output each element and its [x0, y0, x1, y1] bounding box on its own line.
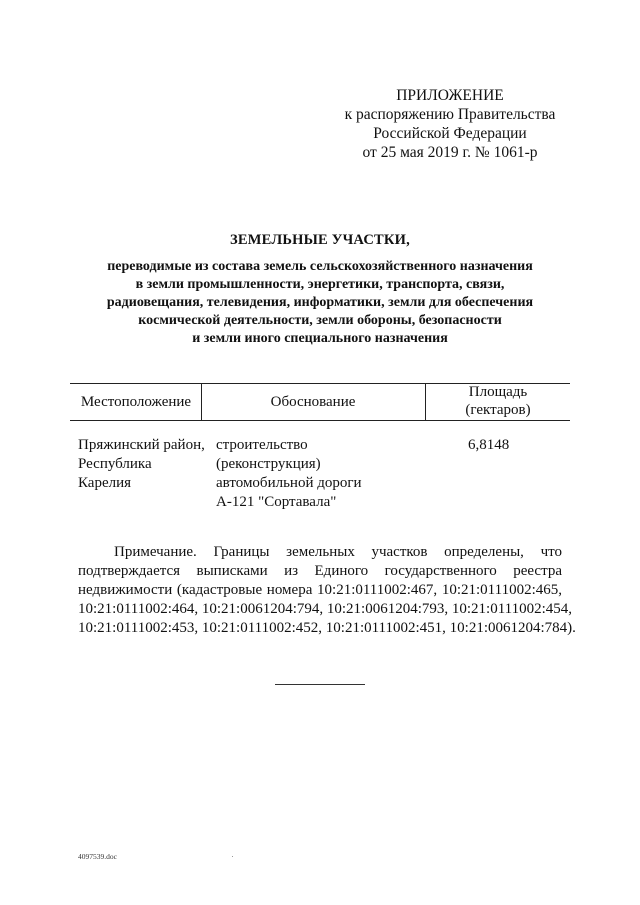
cell-line: Карелия [78, 475, 132, 491]
subtitle-line: радиовещания, телевидения, информатики, земли для обеспечения [106, 295, 534, 310]
note-line: 10:21:0111002:453, 10:21:0111002:452, 10:21:0111002:451, 10:21:0061204:784). [78, 620, 576, 636]
scan-speck [232, 856, 233, 857]
header-area [426, 383, 570, 419]
document-title: ЗЕМЕЛЬНЫЕ УЧАСТКИ, [230, 232, 410, 248]
note-line: 10:21:0111002:464, 10:21:0061204:794, 10:21:0061204:793, 10:21:0111002:454, [78, 601, 573, 617]
note-line: подтверждается выписками из Единого государственного реестра [78, 563, 562, 579]
header-location: Местоположение [80, 394, 192, 410]
annex-authority: Российской Федерации [373, 125, 527, 142]
cell-basis [216, 436, 362, 512]
note-line: недвижимости (кадастровые номера 10:21:0111002:467, 10:21:0111002:465, [78, 582, 562, 598]
header-area-line: (гектаров) [465, 402, 531, 418]
cell-line: (реконструкция) [216, 456, 321, 472]
subtitle-line: в земли промышленности, энергетики, транспорта, связи, [135, 277, 505, 292]
header-basis: Обоснование [270, 394, 356, 410]
footer-doc-id: 4097539.doc [78, 852, 117, 861]
annex-header [330, 86, 570, 162]
cell-line: Пряжинский район, [78, 437, 205, 453]
cell-line: автомобильной дороги [216, 475, 362, 491]
annex-ref: к распоряжению Правительства [344, 106, 556, 123]
cell-area: 6,8148 [468, 437, 510, 453]
cell-location [78, 436, 205, 493]
subtitle-line: и земли иного специального назначения [192, 331, 448, 346]
annex-date-number: от 25 мая 2019 г. № 1061-р [362, 144, 538, 161]
table-header-rule [70, 420, 570, 421]
note-paragraph [78, 543, 576, 638]
subtitle-line: переводимые из состава земель сельскохозяйственного назначения [107, 259, 533, 274]
note-line: Примечание. Границы земельных участков определены, что [114, 544, 562, 560]
cell-line: Республика [78, 456, 152, 472]
document-subtitle [60, 258, 580, 348]
cell-line: строительство [216, 437, 308, 453]
annex-title: ПРИЛОЖЕНИЕ [396, 87, 504, 104]
subtitle-line: космической деятельности, земли обороны, безопасности [138, 313, 502, 328]
cell-line: А-121 "Сортавала" [216, 494, 337, 510]
end-of-document-rule [275, 684, 365, 685]
header-area-line: Площадь [468, 384, 528, 400]
